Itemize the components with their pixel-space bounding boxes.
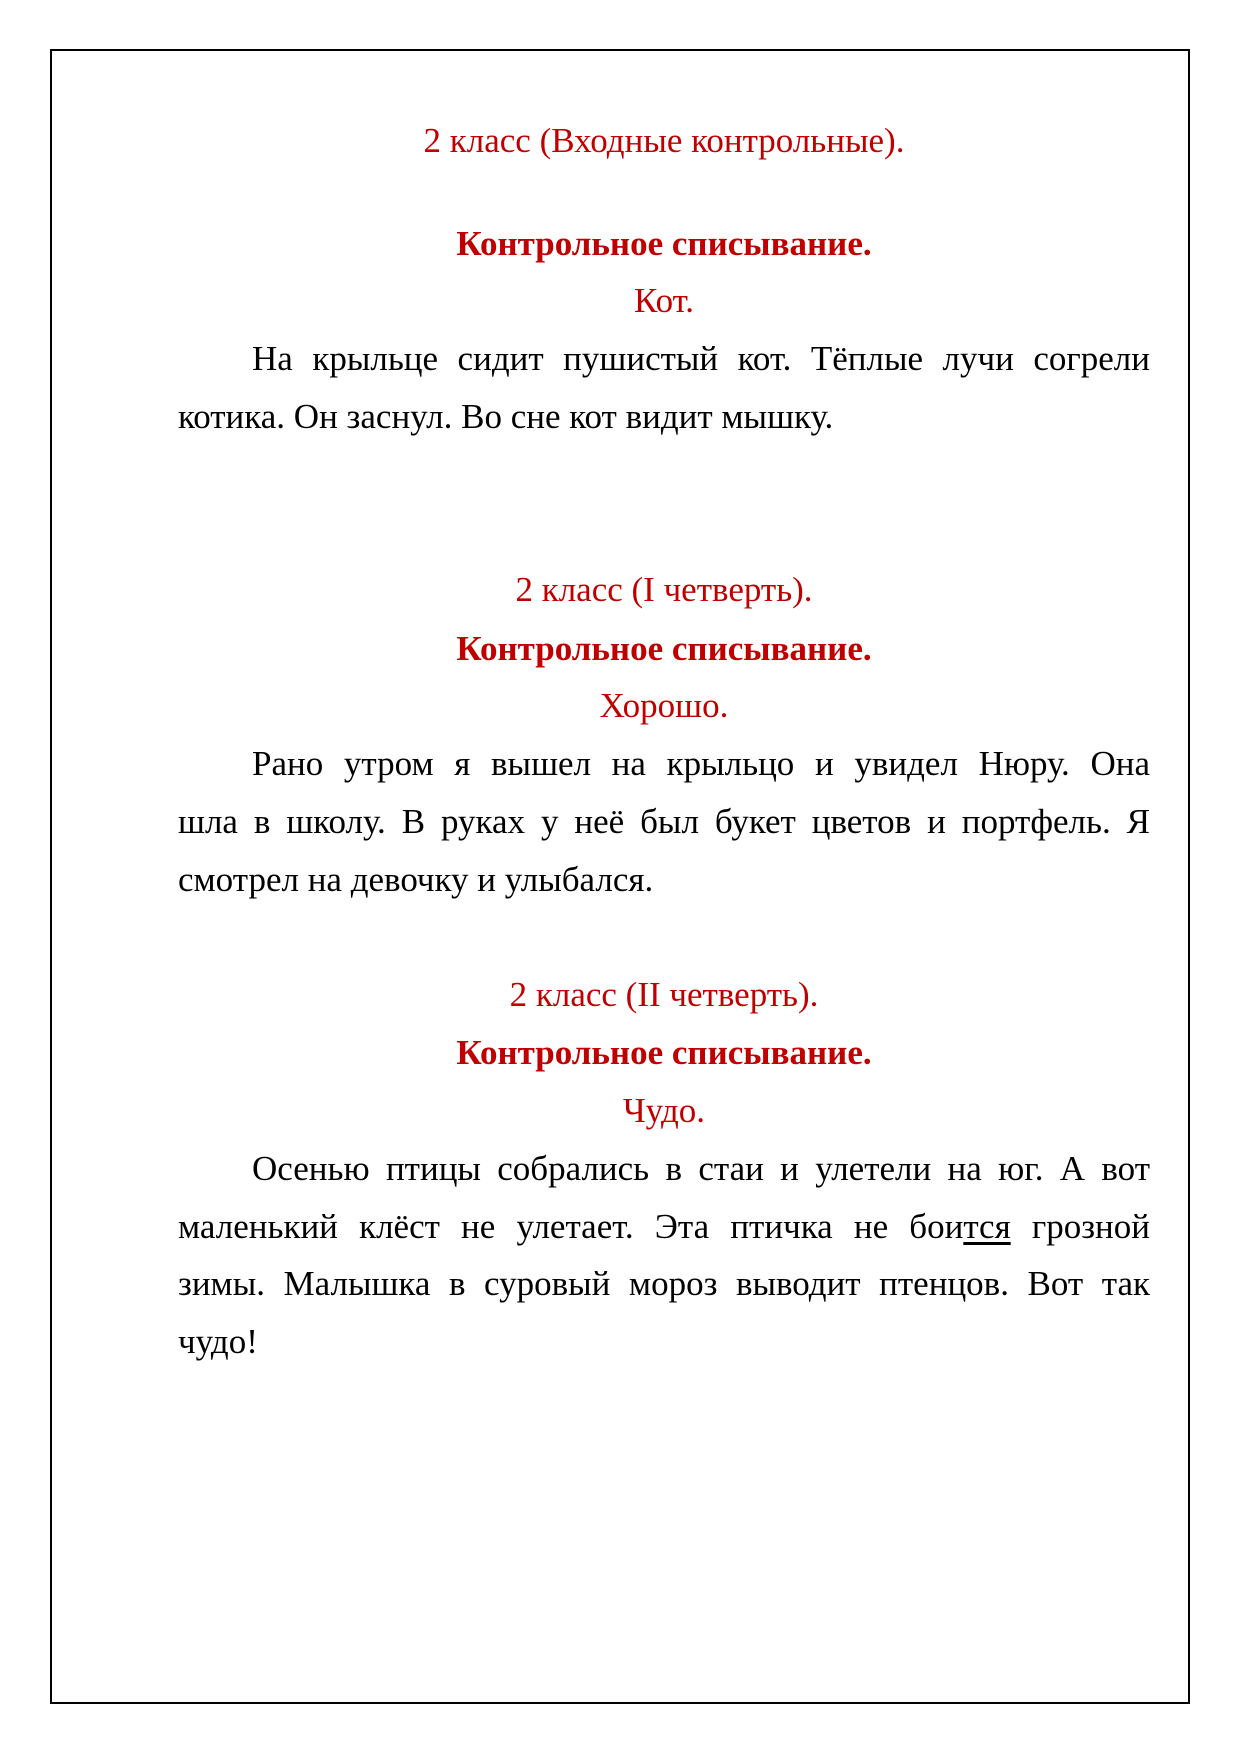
section-3-title: Чудо. — [622, 1091, 706, 1130]
section-3-line-4: чудо! — [178, 1322, 258, 1361]
section-1-heading: 2 класс (Входные контрольные). — [423, 121, 905, 160]
section-2-line-2: шла в школу. В руках у неё был букет цветов и портфель. Я — [178, 802, 1150, 841]
section-1-line-1: На крыльце сидит пушистый кот. Тёплые лучи согрели — [252, 339, 1150, 378]
section-2-line-3: смотрел на девочку и улыбался. — [178, 860, 654, 899]
section-2-heading: 2 класс (I четверть). — [515, 570, 813, 609]
section-3-line-3: зимы. Малышка в суровый мороз выводит птенцов. Вот так — [178, 1264, 1150, 1303]
section-2-line-1: Рано утром я вышел на крыльцо и увидел Нюру. Она — [252, 744, 1150, 783]
section-1-subheading: Контрольное списывание. — [456, 224, 872, 263]
section-3-heading: 2 класс (II четверть). — [509, 975, 819, 1014]
section-3-subheading: Контрольное списывание. — [456, 1033, 872, 1072]
section-3-line-1: Осенью птицы собрались в стаи и улетели на юг. А вот — [252, 1149, 1150, 1188]
underlined-fragment: тся — [963, 1207, 1011, 1246]
section-2-title: Хорошо. — [599, 686, 729, 725]
section-3-line-2-start: маленький клёст не улетает. Эта птичка не бои — [178, 1207, 964, 1246]
section-1-line-2: котика. Он заснул. Во сне кот видит мышку. — [178, 397, 834, 436]
section-3-line-2 — [178, 1205, 1150, 1249]
section-2-subheading: Контрольное списывание. — [456, 629, 872, 668]
section-1-title: Кот. — [633, 281, 695, 320]
section-3-line-2-end: грозной — [1010, 1207, 1150, 1246]
